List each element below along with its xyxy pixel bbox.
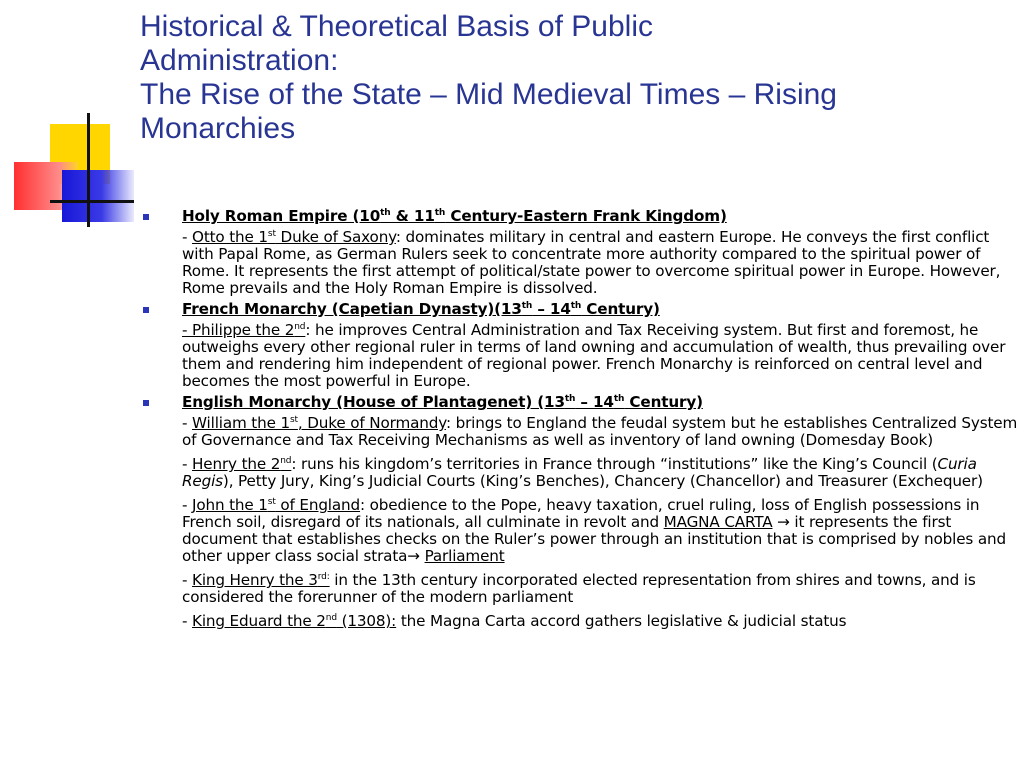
link-parliament[interactable]: Parliament: [424, 547, 505, 565]
link-henry-3[interactable]: King Henry the $3^{rd:}$: [192, 571, 330, 589]
paragraph-john: - John the 1st of England: obedience to the Pope, heavy taxation, cruel ruling, loss of English possessions in French soil, disregard of its nationals, all culminate in revolt and MAGNA CARTA → it represents the first document that establishes checks on the Ruler’s power through an institution that is comprised by nobles and other upper class social strata→ Parliament: [182, 496, 1006, 565]
title-line-2: Administration:: [140, 44, 339, 77]
link-john[interactable]: John the 1st of England: [192, 496, 361, 514]
logo-horizontal-line: [50, 200, 134, 203]
bullet-english-monarchy: [140, 394, 1018, 411]
section-heading-english: English Monarchy (House of Plantagenet) (13th – 14th Century): [182, 393, 703, 411]
decorative-logo: [0, 0, 140, 240]
title-line-1: Historical & Theoretical Basis of Public: [140, 10, 653, 43]
paragraph-otto: - Otto the 1st Duke of Saxony: dominates military in central and eastern Europe. He conveys the first conflict with Papal Rome, as German Rulers seek to concentrate more authority compared to the spiritual power of Rome. It represents the first attempt of political/state power to overcome spiritual power in Europe. However, Rome prevails and the Holy Roman Empire is dissolved.: [182, 228, 1001, 297]
bullet-holy-roman-empire: [140, 208, 1018, 225]
paragraph-philippe: - Philippe the 2nd: he improves Central Administration and Tax Receiving system. But first and foremost, he outweighs every other regional ruler in terms of land owning and accumulation of wealth, thus prevailing over them and rendering him independent of regional power. French Monarchy is reinforced on central level and becomes the most powerful in Europe.: [182, 321, 1006, 390]
title-line-3: The Rise of the State – Mid Medieval Times – Rising: [140, 78, 837, 111]
bullet-square-icon: [143, 400, 149, 406]
link-eduard[interactable]: King Eduard the 2nd (1308):: [192, 612, 397, 630]
link-magna-carta[interactable]: MAGNA CARTA: [663, 513, 773, 531]
slide-title: [140, 10, 1010, 146]
paragraph-eduard: - King Eduard the 2nd (1308): the Magna Carta accord gathers legislative & judicial status: [182, 612, 847, 630]
logo-blue-square: [62, 170, 134, 222]
link-philippe[interactable]: - Philippe the 2nd: [182, 321, 306, 339]
link-henry-2[interactable]: Henry the 2nd: [192, 455, 292, 473]
paragraph-william: - William the 1st, Duke of Normandy: brings to England the feudal system but he establishes Centralized System of Governance and Tax Receiving Mechanisms as well as inventory of land owning (Domesday Book): [182, 414, 1018, 449]
bullet-french-monarchy: [140, 301, 1018, 318]
bullet-square-icon: [143, 214, 149, 220]
paragraph-henry-3: - King Henry the $3^{rd:}$ in the 13th century incorporated elected representation from shires and towns, and is considered the forerunner of the modern parliament: [182, 571, 976, 606]
logo-vertical-line: [87, 113, 90, 227]
section-heading-french: French Monarchy (Capetian Dynasty)(13th – 14th Century): [182, 300, 660, 318]
paragraph-henry-2: - Henry the 2nd: runs his kingdom’s territories in France through “institutions” like the King’s Council (Curia Regis), Petty Jury, King’s Judicial Courts (King’s Benches), Chancery (Chancellor) and Treasurer (Exchequer): [182, 455, 983, 490]
title-line-4: Monarchies: [140, 112, 296, 145]
link-william[interactable]: William the 1st, Duke of Normandy: [192, 414, 446, 432]
link-otto[interactable]: Otto the 1st Duke of Saxony: [192, 228, 396, 246]
slide-body: [140, 208, 1018, 634]
section-heading-hre: Holy Roman Empire (10th & 11th Century-Eastern Frank Kingdom): [182, 207, 727, 225]
bullet-square-icon: [143, 307, 149, 313]
